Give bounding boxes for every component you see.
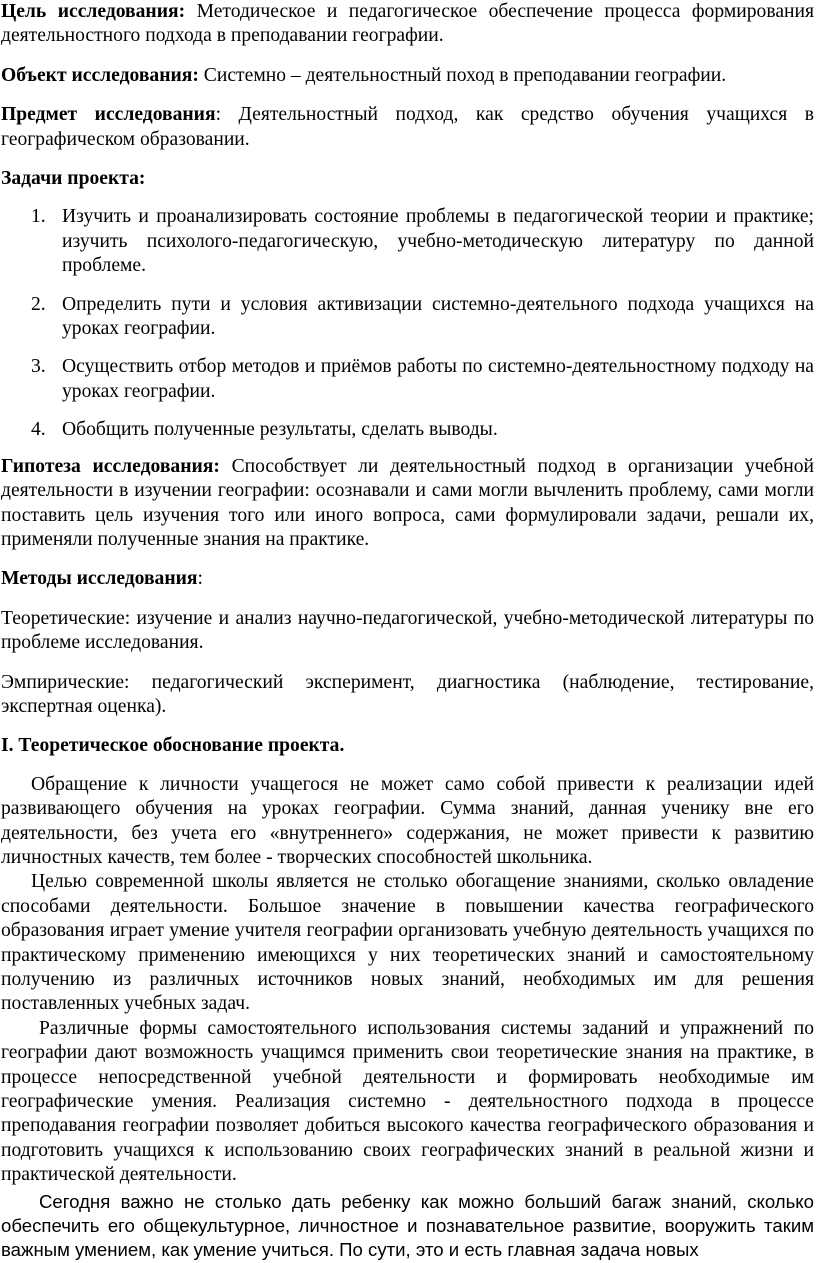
body-paragraph: Целью современной школы является не столько обогащение знаниями, сколько овладение способами деятельности. Большое значение в повышении качества географического образования играет умение учителя географии организовать учебную деятельность учащихся по практическому применению имеющихся у них теоретических знаний и самостоятельному получению из различных источников новых знаний, необходимых им для решения поставленных учебных задач. (1, 871, 814, 1015)
body-paragraph: Различные формы самостоятельного использования системы заданий и упражнений по географии дают возможность учащимся применить свои теоретические знания на практике, в процессе непосредственной учебной деятельности и формировать необходимые им географические умения. Реализация системно - деятельностного подхода в процессе преподавания географии позволяет добиться высокого качества географического образования и подготовить учащихся к использованию своих географических знаний в реальной жизни и практической деятельности. (1, 1017, 814, 1186)
research-methods-label: Методы исследования (1, 568, 198, 590)
research-hypothesis-text: Способствует ли деятельностный подход в организации учебной деятельности в изучении географии: осознавали и сами могли вычленить проблему, сами могли поставить цель изучения того или иного вопроса, сами формулировали задачи, решали их, применяли полученные знания на практике. (1, 455, 814, 550)
list-item (1, 418, 814, 442)
research-goal-label: Цель исследования: (1, 1, 186, 22)
tasks-heading: Задачи проекта: (1, 168, 146, 190)
research-hypothesis (1, 455, 814, 553)
research-goal-text: Методическое и педагогическое обеспечение процесса формирования деятельностного подхода в преподавании географии. (1, 1, 814, 47)
list-item-text: Обобщить полученные результаты, сделать выводы. (62, 419, 498, 441)
list-item-text: Определить пути и условия активизации системно-деятельного подхода учащихся на уроках географии. (62, 293, 814, 340)
research-subject (1, 103, 814, 152)
research-hypothesis-label: Гипотеза исследования: (1, 455, 220, 477)
methods-theoretical: Теоретические: изучение и анализ научно-педагогической, учебно-методической литературы по проблеме исследования. (1, 607, 814, 654)
list-item (1, 205, 814, 278)
list-item (1, 293, 814, 342)
tasks-list (1, 205, 814, 442)
research-subject-text: : Деятельностный подход, как средство обучения учащихся в географическом образовании. (1, 104, 814, 150)
research-object-label: Объект исследования: (1, 64, 199, 86)
research-object-text: Системно – деятельностный поход в преподавании географии. (198, 64, 727, 86)
research-methods-colon: : (197, 568, 203, 590)
research-subject-label: Предмет исследования (1, 104, 216, 126)
research-object (1, 64, 814, 88)
body-paragraph: Сегодня важно не столько дать ребенку как можно больший багаж знаний, сколько обеспечить его общекультурное, личностное и познавательное развитие, вооружить таким важным умением, как умение учиться. По сути, это и есть главная задача новых (1, 1190, 814, 1261)
list-item-number: 1. (31, 206, 46, 228)
section-heading: I. Теоретическое обоснование проекта. (1, 735, 345, 757)
list-item-number: 4. (31, 419, 46, 441)
body-paragraph: Обращение к личности учащегося не может само собой привести к реализации идей развивающего обучения на уроках географии. Сумма знаний, данная ученику вне его деятельности, без учета его «внутреннего» содержания, не может привести к развитию личностных качеств, тем более - творческих способностей школьника. (1, 773, 814, 868)
methods-empirical: Эмпирические: педагогический эксперимент, диагностика (наблюдение, тестирование, экспертная оценка). (1, 671, 814, 717)
research-methods-heading (1, 567, 814, 591)
list-item-number: 2. (31, 293, 46, 315)
list-item-text: Изучить и проанализировать состояние проблемы в педагогической теории и практике; изучить психолого-педагогическую, учебно-методическую литературу по данной проблеме. (62, 206, 814, 277)
list-item-number: 3. (31, 356, 46, 378)
research-goal (1, 0, 814, 49)
list-item-text: Осуществить отбор методов и приёмов работы по системно-деятельностному подходу на уроках географии. (62, 356, 814, 402)
list-item (1, 355, 814, 404)
